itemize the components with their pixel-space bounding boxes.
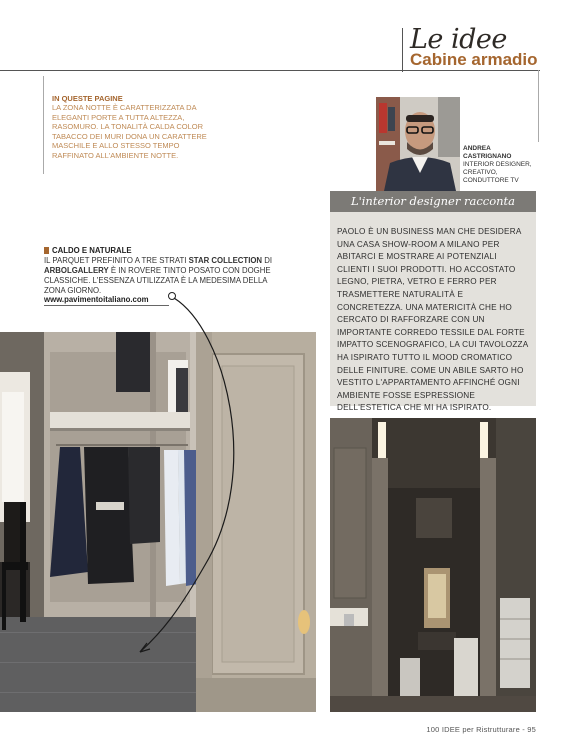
quote-header-label: L'interior designer racconta [350,194,516,208]
designer-role-2: CREATIVO, [463,169,498,176]
intro-title: IN QUESTE PAGINE [52,94,123,103]
designer-portrait [376,97,460,191]
caption-brand-arbol: ARBOLGALLERY [44,266,109,275]
pointer-dot-icon [168,292,176,300]
designer-role-1: INTERIOR DESIGNER, [463,161,532,168]
caption-rule [44,305,169,306]
designer-name-2: CASTRIGNANO [463,153,512,160]
section-script-title: Le idee [410,24,507,55]
caption-link[interactable]: www.pavimentoitaliano.com [44,295,149,304]
intro-text: LA ZONA NOTTE È CARATTERIZZATA DA ELEGANTI PORTE A TUTTA ALTEZZA, RASOMURO. LA TONALITÀ CALDA COLOR TABACCO DEI MURI DONA UN CARATTERE MASCHILE E ALLO STESSO TEMPO RAFFINATO ALL'AMBIENTE NOTTE. [52,103,207,160]
header-rule [0,70,540,71]
section-subtitle: Cabine armadio [410,50,538,69]
page-footer: 100 IDEE per Ristrutturare - 95 [426,725,536,734]
designer-role-3: CONDUTTORE TV [463,177,519,184]
caption-marker [44,247,49,254]
designer-name-1: ANDREA [463,145,491,152]
caption-text-b: DI [262,256,273,265]
quote-text: PAOLO È UN BUSINESS MAN CHE DESIDERA UNA CASA SHOW-ROOM A MILANO PER ABITARCI E MOSTRARE AI POTENZIALI CLIENTI I SUOI PRODOTTI. HO ACCOSTATO LEGNO, PIETRA, VETRO E FERRO PER TRASMETTERE NATURALITÀ E CONCRETEZZA. UNA MATERICITÀ CHE HO CERCATO DI RAFFORZARE CON UN IMPORTANTE CORREDO TESSILE DAL FORTE IMPATTO SCENOGRAFICO, LA CUI TAVOLOZZA HA ISPIRATO TUTTO IL MOOD CROMATICO DELLE FINITURE. COME UN ABILE SARTO HO VESTITO L'APPARTAMENTO AFFINCHÉ OGNI AMBIENTE FOSSE ESPRESSIONE DELL'ESTETICA CHE MI HA ISPIRATO. [337,227,528,413]
header-divider [402,28,403,72]
caption-text [44,256,284,296]
closet-photo [0,332,316,712]
designer-caption [463,145,535,185]
caption-text-c: È IN ROVERE TINTO POSATO CON DOGHE CLASSICHE. L'ESSENZA UTILIZZATA È LA MEDESIMA DELLA ZONA GIORNO. [44,266,271,295]
caption-title: CALDO E NATURALE [52,246,132,255]
intro-rule [43,76,44,174]
caption-brand-star: STAR COLLECTION [188,256,263,265]
quote-header-bar [330,191,536,212]
header-side-rule [538,70,539,142]
corridor-photo [330,418,536,712]
caption-text-a: IL PARQUET PREFINITO A TRE STRATI [44,256,189,265]
